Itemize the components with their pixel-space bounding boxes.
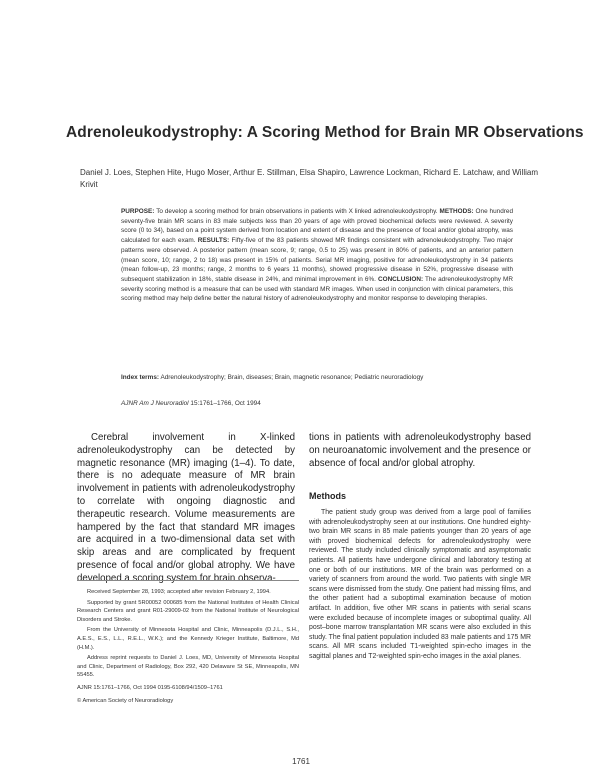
page-number: 1761 [292, 757, 310, 766]
footnote-divider [77, 580, 299, 581]
article-title: Adrenoleukodystrophy: A Scoring Method for Brain MR Observations [66, 124, 584, 141]
index-terms-label: Index terms: [121, 374, 160, 381]
abstract-conclusion-label: CONCLUSION: [377, 275, 424, 283]
abstract-purpose-label: PURPOSE: [121, 208, 155, 215]
journal-citation [121, 400, 261, 407]
footnote-support: Supported by grant 5R00052 000685 from the National Institutes of Health Clinical Research Centers and grant R01-29009-02 from the National Institute of Neurological Disorders and Stroke. [77, 599, 299, 623]
footnote-affiliations: From the University of Minnesota Hospital and Clinic, Minneapolis (D.J.L., S.H., A.E.S., E.S., L.L., R.E.L., W.K.); and the Kennedy Krieger Institute, Baltimore, Md (H.M.). [77, 627, 299, 651]
author-list: Daniel J. Loes, Stephen Hite, Hugo Moser, Arthur E. Stillman, Elsa Shapiro, Lawrence Lockman, Richard E. Latchaw, and William Krivit [80, 168, 538, 189]
abstract-purpose: To develop a scoring method for brain observations in patients with X linked adrenoleukodystrophy. [156, 208, 438, 215]
citation-reference: 15:1761–1766, Oct 1994 [190, 400, 261, 407]
abstract-results-label: RESULTS: [197, 237, 230, 245]
abstract-conclusion: The adrenoleukodystrophy MR severity scoring method is a measure that can be used with standard MR images. When used in conjunction with clinical parameters, this scoring method may help define better the natural history of adrenoleukodystrophy and monitor response to developing therapies. [121, 275, 513, 303]
citation-journal: AJNR Am J Neuroradiol [121, 400, 189, 407]
index-terms [121, 373, 513, 383]
abstract-results: Fifty-five of the 83 patients showed MR findings consistent with adrenoleukodystrophy. Two major patterns were observed. A posterior pattern (mean score, 9; range, 0.5 to 25) was present in 80% of patients, and an anterior pattern (mean score, 10; range, 2 to 18) was present in 15% of patients. Serial MR imaging, positive for adrenoleukodystrophy in 34 patients (mean follow-up, 23 months; range, 2 months to 6 years 11 months), showed progressive disease in 52%, progressive disease with subsequent stabilization in 18%, stable disease in 24%, and minimal improvement in 6%. [121, 237, 513, 283]
abstract-methods-label: METHODS: [439, 208, 474, 215]
index-terms-list: Adrenoleukodystrophy; Brain, diseases; Brain, magnetic resonance; Pediatric neuroradiology [160, 374, 424, 381]
abstract [121, 207, 513, 304]
copyright-line: © American Society of Neuroradiology [77, 697, 174, 704]
introduction-left-column: Cerebral involvement in X-linked adrenoleukodystrophy can be detected by magnetic resonance (MR) imaging (1–4). To date, there is no adequate measure of MR brain involvement in patients with adrenoleukodystrophy to correlate with ongoing diagnostic and therapeutic research. Volume measurements are hampered by the fact that standard MR images are acquired in a two-dimensional data set with skip areas and are complicated by frequent presence of focal and/or global atrophy. We have developed a scoring system for brain observa- [77, 432, 295, 584]
footnote-reprint-address: Address reprint requests to Daniel J. Loes, MD, University of Minnesota Hospital and Clinic, Department of Radiology, Box 292, 420 Delaware St SE, Minneapolis, MN 55455. [77, 655, 299, 679]
methods-heading: Methods [309, 491, 346, 501]
footnote-journal-meta: AJNR 15:1761–1766, Oct 1994 0195-6108/94/1509–1761 [77, 684, 223, 691]
footnote-received: Received September 28, 1993; accepted after revision February 2, 1994. [87, 589, 271, 595]
abstract-methods: One hundred seventy-five brain MR scans in 83 male subjects less than 20 years of age with proved biochemical defects were reviewed. A severity score (0 to 34), based on a point system derived from location and extent of disease and the presence of focal and/or global atrophy, was calculated for each exam. [121, 208, 514, 245]
methods-text: The patient study group was derived from a large pool of families with adrenoleukodystrophy seen at our institutions. One hundred eighty-two brain MR scans in 85 male patients younger than 20 years of age with proved biochemical defects for adrenoleukodystrophy were reviewed. The study included clinically symptomatic and asymptomatic patients. All patients have undergone clinical and laboratory testing at one or both of our institutions. MR of the brain was performed on a variety of scanners from around the world. Two patients with single MR scans were dismissed from the study. One patient had missing films, and the other patient had a suboptimal examination because of motion artifact. In addition, five other MR scans in patients with serial scans were excluded because of incomplete images or suboptimal quality. All post–bone marrow transplantation MR scans were also excluded in this study. The final patient population included 83 male patients and 175 MR scans. All MR scans included T1-weighted spin-echo images in the sagittal planes and T2-weighted spin-echo images in the axial planes. [309, 509, 532, 660]
introduction-right-column: tions in patients with adrenoleukodystrophy based on neuroanatomic involvement and the presence or absence of focal and/or global atrophy. [309, 432, 531, 469]
footnotes [77, 588, 299, 705]
